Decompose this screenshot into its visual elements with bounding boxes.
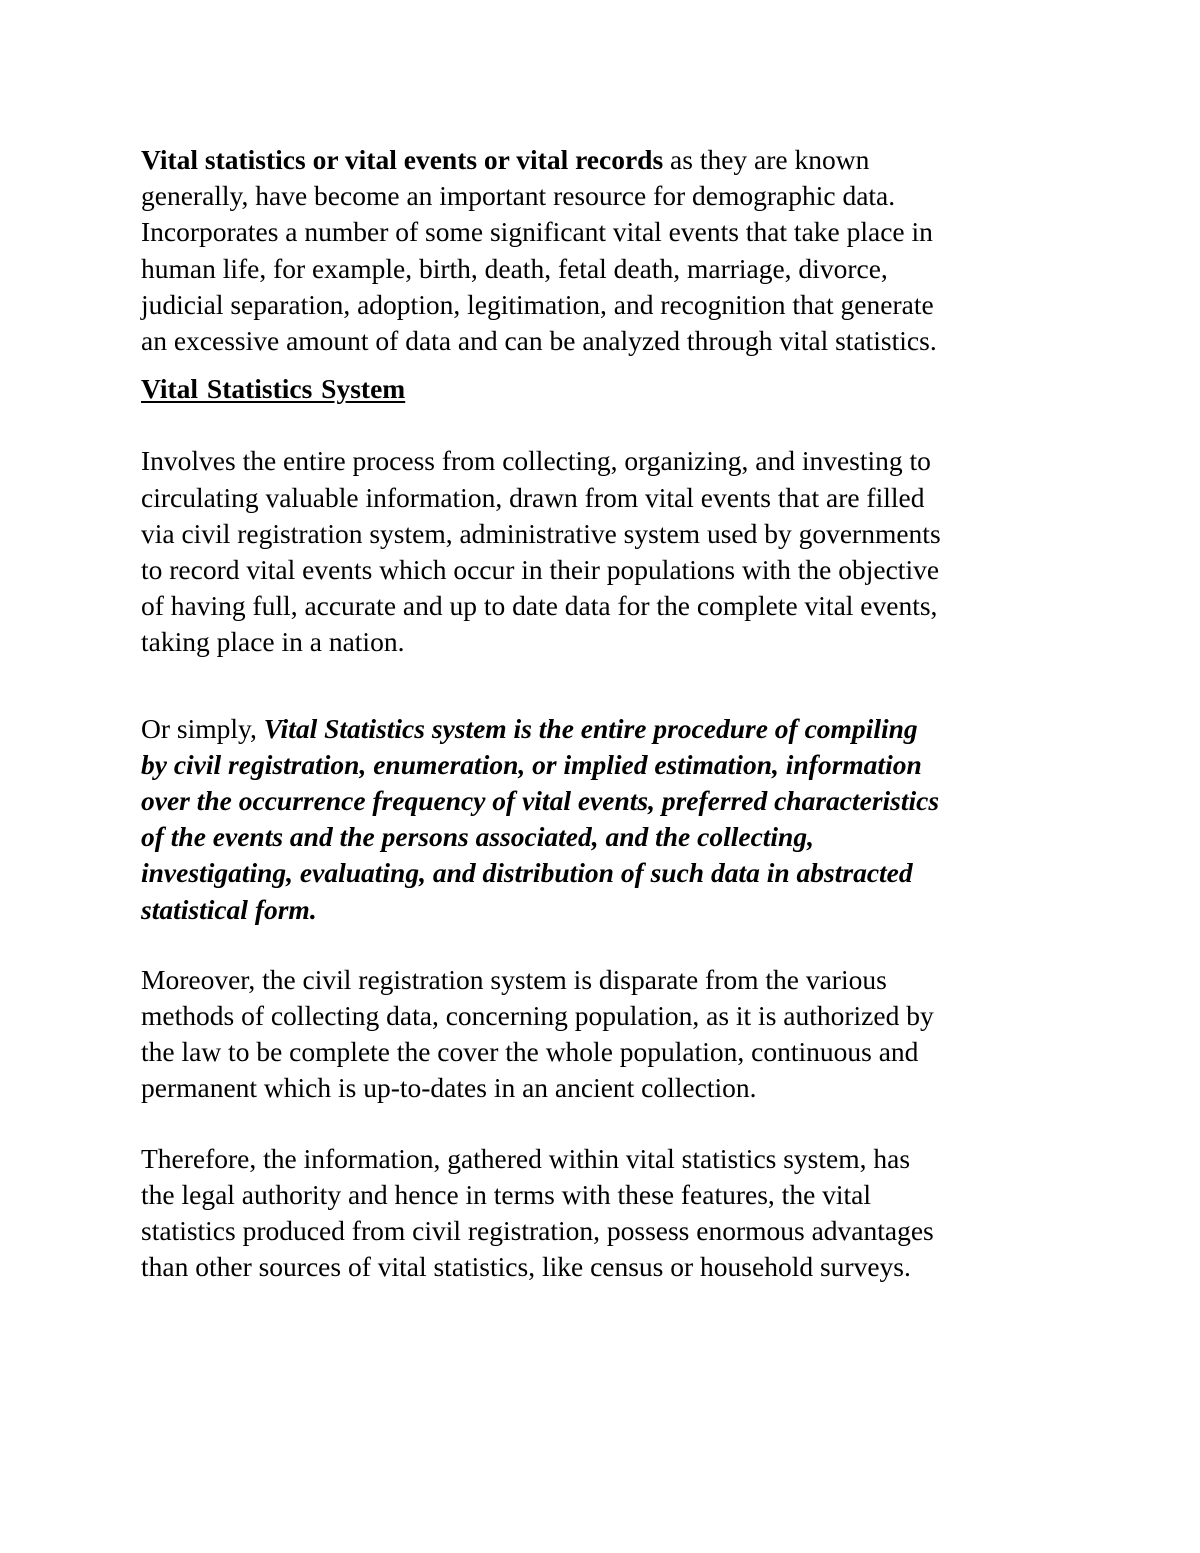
therefore-line: statistics produced from civil registration, possess enormous advantages [141, 1215, 934, 1247]
definition-italic-line: by civil registration, enumeration, or implied estimation, information [141, 748, 922, 780]
intro-line: Incorporates a number of some significant vital events that take place in [141, 216, 933, 248]
involves-line: of having full, accurate and up to date data for the complete vital events, [141, 590, 938, 622]
moreover-line: Moreover, the civil registration system is disparate from the various [141, 963, 887, 995]
involves-line: to record vital events which occur in their populations with the objective [141, 554, 940, 586]
definition-paragraph [141, 711, 1071, 928]
definition-italic-line: statistical form. [141, 893, 317, 925]
involves-line: circulating valuable information, drawn from vital events that are filled [141, 481, 925, 513]
moreover-line: methods of collecting data, concerning population, as it is authorized by [141, 1000, 934, 1032]
therefore-line: the legal authority and hence in terms with these features, the vital [141, 1178, 872, 1210]
therefore-paragraph [141, 1141, 1071, 1286]
involves-line: taking place in a nation. [141, 626, 405, 658]
intro-line-1 [141, 142, 1071, 178]
involves-line: Involves the entire process from collecting, organizing, and investing to [141, 445, 931, 477]
intro-line: generally, have become an important resource for demographic data. [141, 180, 896, 212]
definition-italic-line: investigating, evaluating, and distribution of such data in abstracted [141, 857, 913, 889]
section-heading: Vital Statistics System [141, 373, 406, 405]
intro-line: human life, for example, birth, death, fetal death, marriage, divorce, [141, 252, 888, 284]
involves-line: via civil registration system, administrative system used by governments [141, 517, 941, 549]
therefore-line: than other sources of vital statistics, like census or household surveys. [141, 1251, 911, 1283]
intro-line: an excessive amount of data and can be analyzed through vital statistics. [141, 325, 937, 357]
definition-italic-line: over the occurrence frequency of vital events, preferred characteristics [141, 785, 940, 817]
involves-paragraph [141, 443, 1071, 660]
moreover-paragraph [141, 962, 1071, 1107]
intro-line-1-rest: as they are known [670, 144, 870, 175]
document-body [141, 142, 1071, 1285]
intro-line: judicial separation, adoption, legitimation, and recognition that generate [141, 288, 934, 320]
moreover-line: the law to be complete the cover the whole population, continuous and [141, 1036, 919, 1068]
definition-italic-line: of the events and the persons associated, and the collecting, [141, 821, 814, 853]
definition-italic-line: Vital Statistics system is the entire procedure of compiling [263, 712, 918, 744]
definition-lead: Or simply, [141, 712, 257, 744]
intro-paragraph [141, 142, 1071, 359]
therefore-line: Therefore, the information, gathered within vital statistics system, has [141, 1142, 911, 1174]
moreover-line: permanent which is up-to-dates in an ancient collection. [141, 1072, 757, 1104]
intro-bold-lead: Vital statistics or vital events or vital records [141, 144, 664, 175]
definition-line-1 [141, 711, 1071, 747]
